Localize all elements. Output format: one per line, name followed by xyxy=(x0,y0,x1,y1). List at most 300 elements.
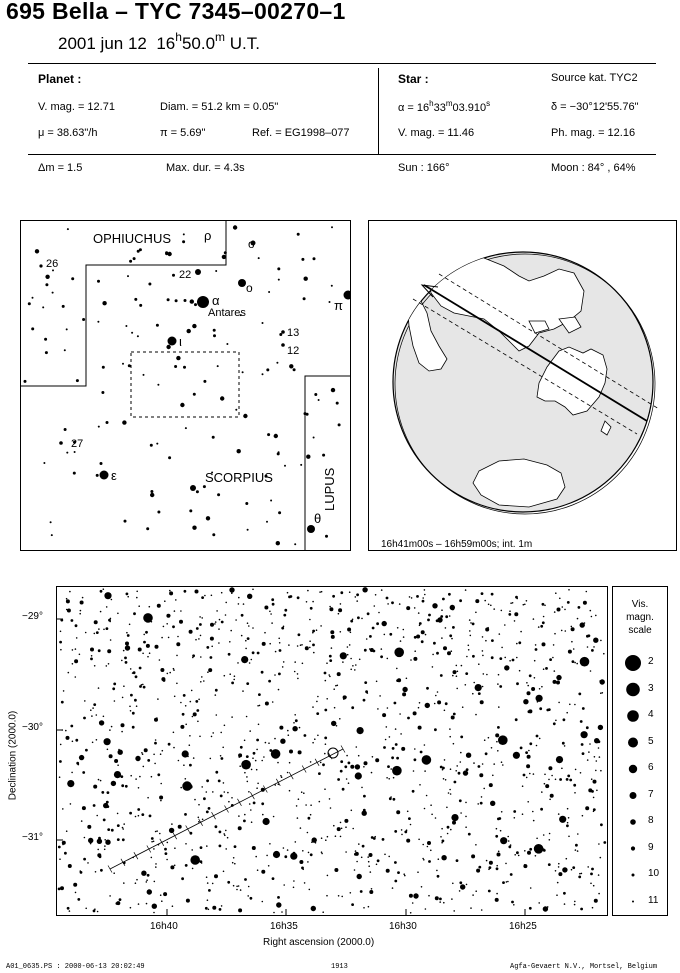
chart-star xyxy=(393,798,396,801)
chart-star xyxy=(473,762,475,764)
chart-star xyxy=(93,804,96,807)
chart-star xyxy=(206,845,208,847)
chart-star xyxy=(567,808,569,810)
chart-star xyxy=(129,624,131,626)
chart-star xyxy=(371,836,374,839)
mag-scale-title-1: Vis. xyxy=(631,599,649,610)
chart-star xyxy=(445,615,448,618)
chart-star xyxy=(401,747,405,751)
chart-star xyxy=(329,606,331,608)
finder-field-star xyxy=(206,516,210,520)
chart-star xyxy=(558,702,560,704)
chart-star xyxy=(143,641,146,644)
finder-field-star xyxy=(304,412,307,415)
chart-star xyxy=(411,597,413,599)
chart-star xyxy=(106,665,108,667)
chart-star xyxy=(244,814,246,816)
track-tick xyxy=(237,799,241,806)
chart-star xyxy=(512,659,515,662)
finder-field-star xyxy=(224,251,227,254)
chart-star xyxy=(319,591,321,593)
chart-star xyxy=(144,748,148,752)
chart-star xyxy=(572,866,575,869)
chart-star xyxy=(293,880,295,882)
chart-star xyxy=(445,702,448,705)
chart-star xyxy=(68,672,70,674)
chart-star xyxy=(303,792,305,794)
chart-star xyxy=(340,836,342,838)
chart-star xyxy=(60,886,64,890)
chart-star xyxy=(296,805,298,807)
chart-star xyxy=(83,858,86,861)
mag-scale-dot xyxy=(632,874,635,877)
chart-star xyxy=(60,631,62,633)
finder-field-star xyxy=(137,335,139,337)
finder-field-star xyxy=(71,277,74,280)
finder-field-star xyxy=(183,233,185,235)
chart-star xyxy=(548,863,551,866)
chart-star xyxy=(215,694,217,696)
chart-star xyxy=(596,790,598,792)
chart-star xyxy=(425,908,427,910)
mag-scale-dot xyxy=(630,792,637,799)
chart-star xyxy=(108,663,110,665)
chart-star xyxy=(466,768,469,771)
chart-star xyxy=(578,693,581,696)
chart-star xyxy=(153,841,155,843)
chart-star xyxy=(376,622,379,625)
track-tick xyxy=(108,866,112,873)
chart-star xyxy=(357,874,362,879)
chart-star xyxy=(580,657,590,667)
chart-star xyxy=(221,592,223,594)
mag-scale-dot xyxy=(627,710,639,722)
chart-star xyxy=(326,698,328,700)
chart-star xyxy=(295,719,298,722)
chart-star xyxy=(414,650,416,652)
planet-parallax: π = 5.69" xyxy=(160,127,206,139)
chart-star xyxy=(104,839,106,841)
finder-field-star xyxy=(150,444,153,447)
chart-star xyxy=(553,722,556,725)
chart-star xyxy=(130,668,132,670)
chart-star xyxy=(147,889,152,894)
chart-star xyxy=(207,882,209,884)
chart-star xyxy=(122,697,124,699)
chart-star xyxy=(190,832,193,835)
chart-star xyxy=(256,787,258,789)
chart-star xyxy=(496,865,498,867)
chart-star xyxy=(240,746,243,749)
chart-star xyxy=(587,646,589,648)
chart-star xyxy=(555,720,557,722)
chart-star xyxy=(482,686,484,688)
chart-star xyxy=(516,851,519,854)
mag-dots xyxy=(625,655,641,903)
chart-star xyxy=(206,646,209,649)
chart-star xyxy=(274,674,276,676)
chart-star xyxy=(94,620,98,624)
finder-field-star xyxy=(157,511,160,514)
chart-star xyxy=(111,726,113,728)
chart-star xyxy=(308,817,311,820)
finder-field-star xyxy=(143,374,145,376)
chart-star xyxy=(307,832,309,834)
chart-star xyxy=(204,595,206,597)
chart-star xyxy=(200,681,202,683)
chart-star xyxy=(444,710,446,712)
chart-star xyxy=(234,675,236,677)
finder-field-star xyxy=(127,275,129,277)
chart-star xyxy=(593,885,595,887)
footer-file: A01_0635.PS : 2000-06-13 20:02:49 xyxy=(6,963,145,971)
finder-field-star xyxy=(212,436,215,439)
chart-star xyxy=(558,863,560,865)
planet-header: Planet : xyxy=(38,72,82,86)
chart-star xyxy=(580,772,582,774)
finder-field-star xyxy=(176,356,180,360)
chart-star xyxy=(186,899,190,903)
chart-star xyxy=(452,883,454,885)
chart-stars xyxy=(58,587,606,914)
chart-star xyxy=(111,829,114,832)
chart-star xyxy=(73,883,77,887)
chart-star xyxy=(176,655,178,657)
boundary-lupus xyxy=(305,376,350,550)
chart-star xyxy=(400,640,402,642)
chart-star xyxy=(67,907,70,910)
chart-star xyxy=(88,838,93,843)
chart-star xyxy=(556,756,563,763)
chart-star xyxy=(564,903,566,905)
chart-star xyxy=(515,718,518,721)
chart-star xyxy=(598,725,603,730)
chart-star xyxy=(295,841,297,843)
chart-star xyxy=(527,851,531,855)
chart-star xyxy=(183,694,186,697)
chart-star xyxy=(141,813,144,816)
chart-star xyxy=(65,730,67,732)
chart-star xyxy=(379,695,381,697)
chart-star xyxy=(591,868,594,871)
chart-star xyxy=(571,626,573,628)
chart-star xyxy=(337,672,341,676)
chart-star xyxy=(278,638,280,640)
label-theta: θ xyxy=(314,511,322,526)
chart-star xyxy=(455,770,457,772)
chart-star xyxy=(502,764,504,766)
chart-star xyxy=(587,759,589,761)
finder-field-star xyxy=(322,454,325,457)
chart-star xyxy=(366,638,368,640)
chart-star xyxy=(173,668,175,670)
chart-star xyxy=(207,671,209,673)
chart-star xyxy=(84,700,86,702)
chart-star xyxy=(114,700,116,702)
chart-star xyxy=(488,737,490,739)
chart-star xyxy=(574,904,576,906)
label-epsilon: ε xyxy=(111,468,117,483)
chart-star xyxy=(460,752,462,754)
chart-star xyxy=(256,749,258,751)
track-tick xyxy=(225,806,229,813)
chart-star xyxy=(414,748,416,750)
chart-star xyxy=(182,713,185,716)
finder-field-star xyxy=(213,329,216,332)
chart-star xyxy=(233,857,235,859)
chart-star xyxy=(421,640,424,643)
chart-star xyxy=(189,735,191,737)
hour-unit: h xyxy=(175,30,182,44)
chart-star xyxy=(298,750,302,754)
chart-star xyxy=(273,851,280,858)
chart-star xyxy=(316,701,318,703)
chart-star xyxy=(507,836,509,838)
finder-bright-star xyxy=(281,330,285,334)
star-chart-svg xyxy=(57,587,607,915)
chart-star xyxy=(321,851,323,853)
chart-star xyxy=(384,634,386,636)
chart-star xyxy=(563,718,566,721)
chart-star xyxy=(335,835,337,837)
chart-star xyxy=(511,901,514,904)
chart-star xyxy=(141,752,143,754)
chart-star xyxy=(109,729,111,731)
chart-star xyxy=(448,792,450,794)
chart-star xyxy=(404,875,406,877)
chart-star xyxy=(488,604,490,606)
chart-star xyxy=(350,765,354,769)
chart-star xyxy=(215,771,218,774)
chart-star xyxy=(248,791,250,793)
chart-star xyxy=(247,594,252,599)
chart-star xyxy=(427,846,429,848)
chart-star xyxy=(475,599,479,603)
chart-star xyxy=(82,806,86,810)
chart-star xyxy=(589,743,591,745)
finder-field-star xyxy=(150,493,154,497)
chart-star xyxy=(309,619,311,621)
chart-star xyxy=(67,780,74,787)
chart-star xyxy=(94,665,96,667)
chart-star xyxy=(135,756,140,761)
chart-star xyxy=(189,785,193,789)
finder-field-star xyxy=(74,451,76,453)
chart-star xyxy=(542,603,545,606)
chart-star xyxy=(413,893,418,898)
constellation-scorpius: SCORPIUS xyxy=(205,470,273,485)
chart-star xyxy=(504,665,509,670)
chart-star xyxy=(374,836,376,838)
chart-star xyxy=(554,633,556,635)
chart-star xyxy=(147,874,150,877)
chart-star xyxy=(481,796,483,798)
chart-star xyxy=(403,629,405,631)
chart-star xyxy=(114,759,118,763)
chart-star xyxy=(121,660,123,662)
track-tick xyxy=(134,852,138,859)
chart-star xyxy=(408,817,411,820)
finder-field-star xyxy=(331,226,333,228)
chart-star xyxy=(452,626,455,629)
chart-star xyxy=(443,778,445,780)
y-axis-label: Declination (2000.0) xyxy=(7,710,19,801)
chart-star xyxy=(586,635,589,638)
chart-star xyxy=(590,610,592,612)
chart-star xyxy=(553,644,555,646)
chart-star xyxy=(302,850,304,852)
chart-star xyxy=(451,638,453,640)
chart-star xyxy=(139,667,142,670)
chart-star xyxy=(269,749,272,752)
chart-star xyxy=(200,846,203,849)
chart-star xyxy=(328,674,330,676)
chart-star xyxy=(310,814,312,816)
ytick-30: −30° xyxy=(22,722,43,733)
finder-field-star xyxy=(43,462,45,464)
finder-field-star xyxy=(258,257,260,259)
chart-star xyxy=(90,658,93,661)
label-12: 12 xyxy=(287,345,300,357)
chart-star xyxy=(529,742,532,745)
chart-star xyxy=(435,896,439,900)
chart-star xyxy=(163,892,167,896)
chart-star xyxy=(251,659,253,661)
chart-star xyxy=(475,684,482,691)
chart-star xyxy=(478,663,480,665)
chart-star xyxy=(434,703,436,705)
chart-star xyxy=(280,739,285,744)
chart-star xyxy=(338,613,340,615)
chart-star xyxy=(246,755,249,758)
finder-field-star xyxy=(167,298,170,301)
chart-star xyxy=(200,635,202,637)
chart-star xyxy=(350,892,352,894)
chart-star xyxy=(215,825,218,828)
finder-field-star xyxy=(128,364,131,367)
chart-star xyxy=(593,646,595,648)
chart-star xyxy=(545,784,549,788)
chart-star xyxy=(406,606,410,610)
chart-star xyxy=(345,696,347,698)
chart-star xyxy=(364,649,367,652)
chart-star xyxy=(129,706,131,708)
chart-star xyxy=(98,649,101,652)
ra-second-unit: s xyxy=(486,99,491,108)
chart-star xyxy=(297,596,300,599)
chart-star xyxy=(301,867,304,870)
chart-star xyxy=(355,852,359,856)
chart-star xyxy=(529,907,532,910)
chart-star xyxy=(206,791,208,793)
chart-star xyxy=(243,820,246,823)
finder-field-star xyxy=(278,279,280,281)
chart-star xyxy=(445,779,447,781)
chart-star xyxy=(430,850,432,852)
chart-star xyxy=(574,662,576,664)
chart-star xyxy=(463,770,468,775)
chart-star xyxy=(319,801,321,803)
chart-star xyxy=(261,870,265,874)
chart-star xyxy=(321,591,323,593)
chart-star xyxy=(564,609,566,611)
chart-star xyxy=(160,668,164,672)
xtick-1630: 16h30 xyxy=(389,921,417,932)
chart-star xyxy=(106,805,109,808)
chart-star xyxy=(123,685,125,687)
finder-field-star xyxy=(96,474,99,477)
chart-star xyxy=(485,752,488,755)
minute-unit: m xyxy=(215,30,226,44)
chart-star xyxy=(333,825,335,827)
chart-star xyxy=(437,617,442,622)
chart-star xyxy=(307,861,309,863)
finder-bright-star xyxy=(190,485,196,491)
chart-star xyxy=(320,625,322,627)
chart-star xyxy=(482,763,484,765)
chart-star xyxy=(568,817,570,819)
chart-star xyxy=(428,614,431,617)
chart-star xyxy=(154,742,157,745)
chart-star xyxy=(413,657,417,661)
chart-star xyxy=(220,755,222,757)
chart-star xyxy=(77,898,80,901)
chart-star xyxy=(556,894,558,896)
chart-star xyxy=(82,771,85,774)
chart-star xyxy=(510,873,513,876)
chart-star xyxy=(221,757,224,760)
chart-star xyxy=(422,600,425,603)
chart-star xyxy=(224,675,226,677)
chart-star xyxy=(151,857,153,859)
finder-bright-star xyxy=(238,279,246,287)
finder-bright-star xyxy=(195,269,201,275)
chart-star xyxy=(388,778,390,780)
chart-star xyxy=(598,893,600,895)
chart-star xyxy=(432,603,437,608)
chart-star xyxy=(369,890,373,894)
chart-star xyxy=(377,708,379,710)
chart-star xyxy=(356,593,359,596)
chart-star xyxy=(310,607,313,610)
chart-star xyxy=(247,895,249,897)
finder-field-star xyxy=(276,362,278,364)
footer-credit: Agfa-Gevaert N.V., Mortsel, Belgium xyxy=(510,963,658,971)
finder-field-star xyxy=(28,302,31,305)
chart-star xyxy=(155,739,157,741)
chart-star xyxy=(459,799,462,802)
chart-star xyxy=(513,810,516,813)
chart-star xyxy=(472,655,475,658)
chart-star xyxy=(486,860,488,862)
chart-star xyxy=(354,869,356,871)
chart-star xyxy=(444,759,446,761)
chart-star xyxy=(376,681,378,683)
chart-star xyxy=(178,760,180,762)
chart-star xyxy=(349,591,351,593)
chart-star xyxy=(507,881,509,883)
finder-field-star xyxy=(182,240,185,243)
chart-star xyxy=(489,861,493,865)
chart-star xyxy=(449,634,452,637)
chart-star xyxy=(562,742,565,745)
chart-star xyxy=(456,688,458,690)
chart-star xyxy=(327,836,329,838)
chart-star xyxy=(203,680,205,682)
chart-star xyxy=(426,687,429,690)
chart-star xyxy=(214,874,218,878)
chart-star xyxy=(468,649,470,651)
